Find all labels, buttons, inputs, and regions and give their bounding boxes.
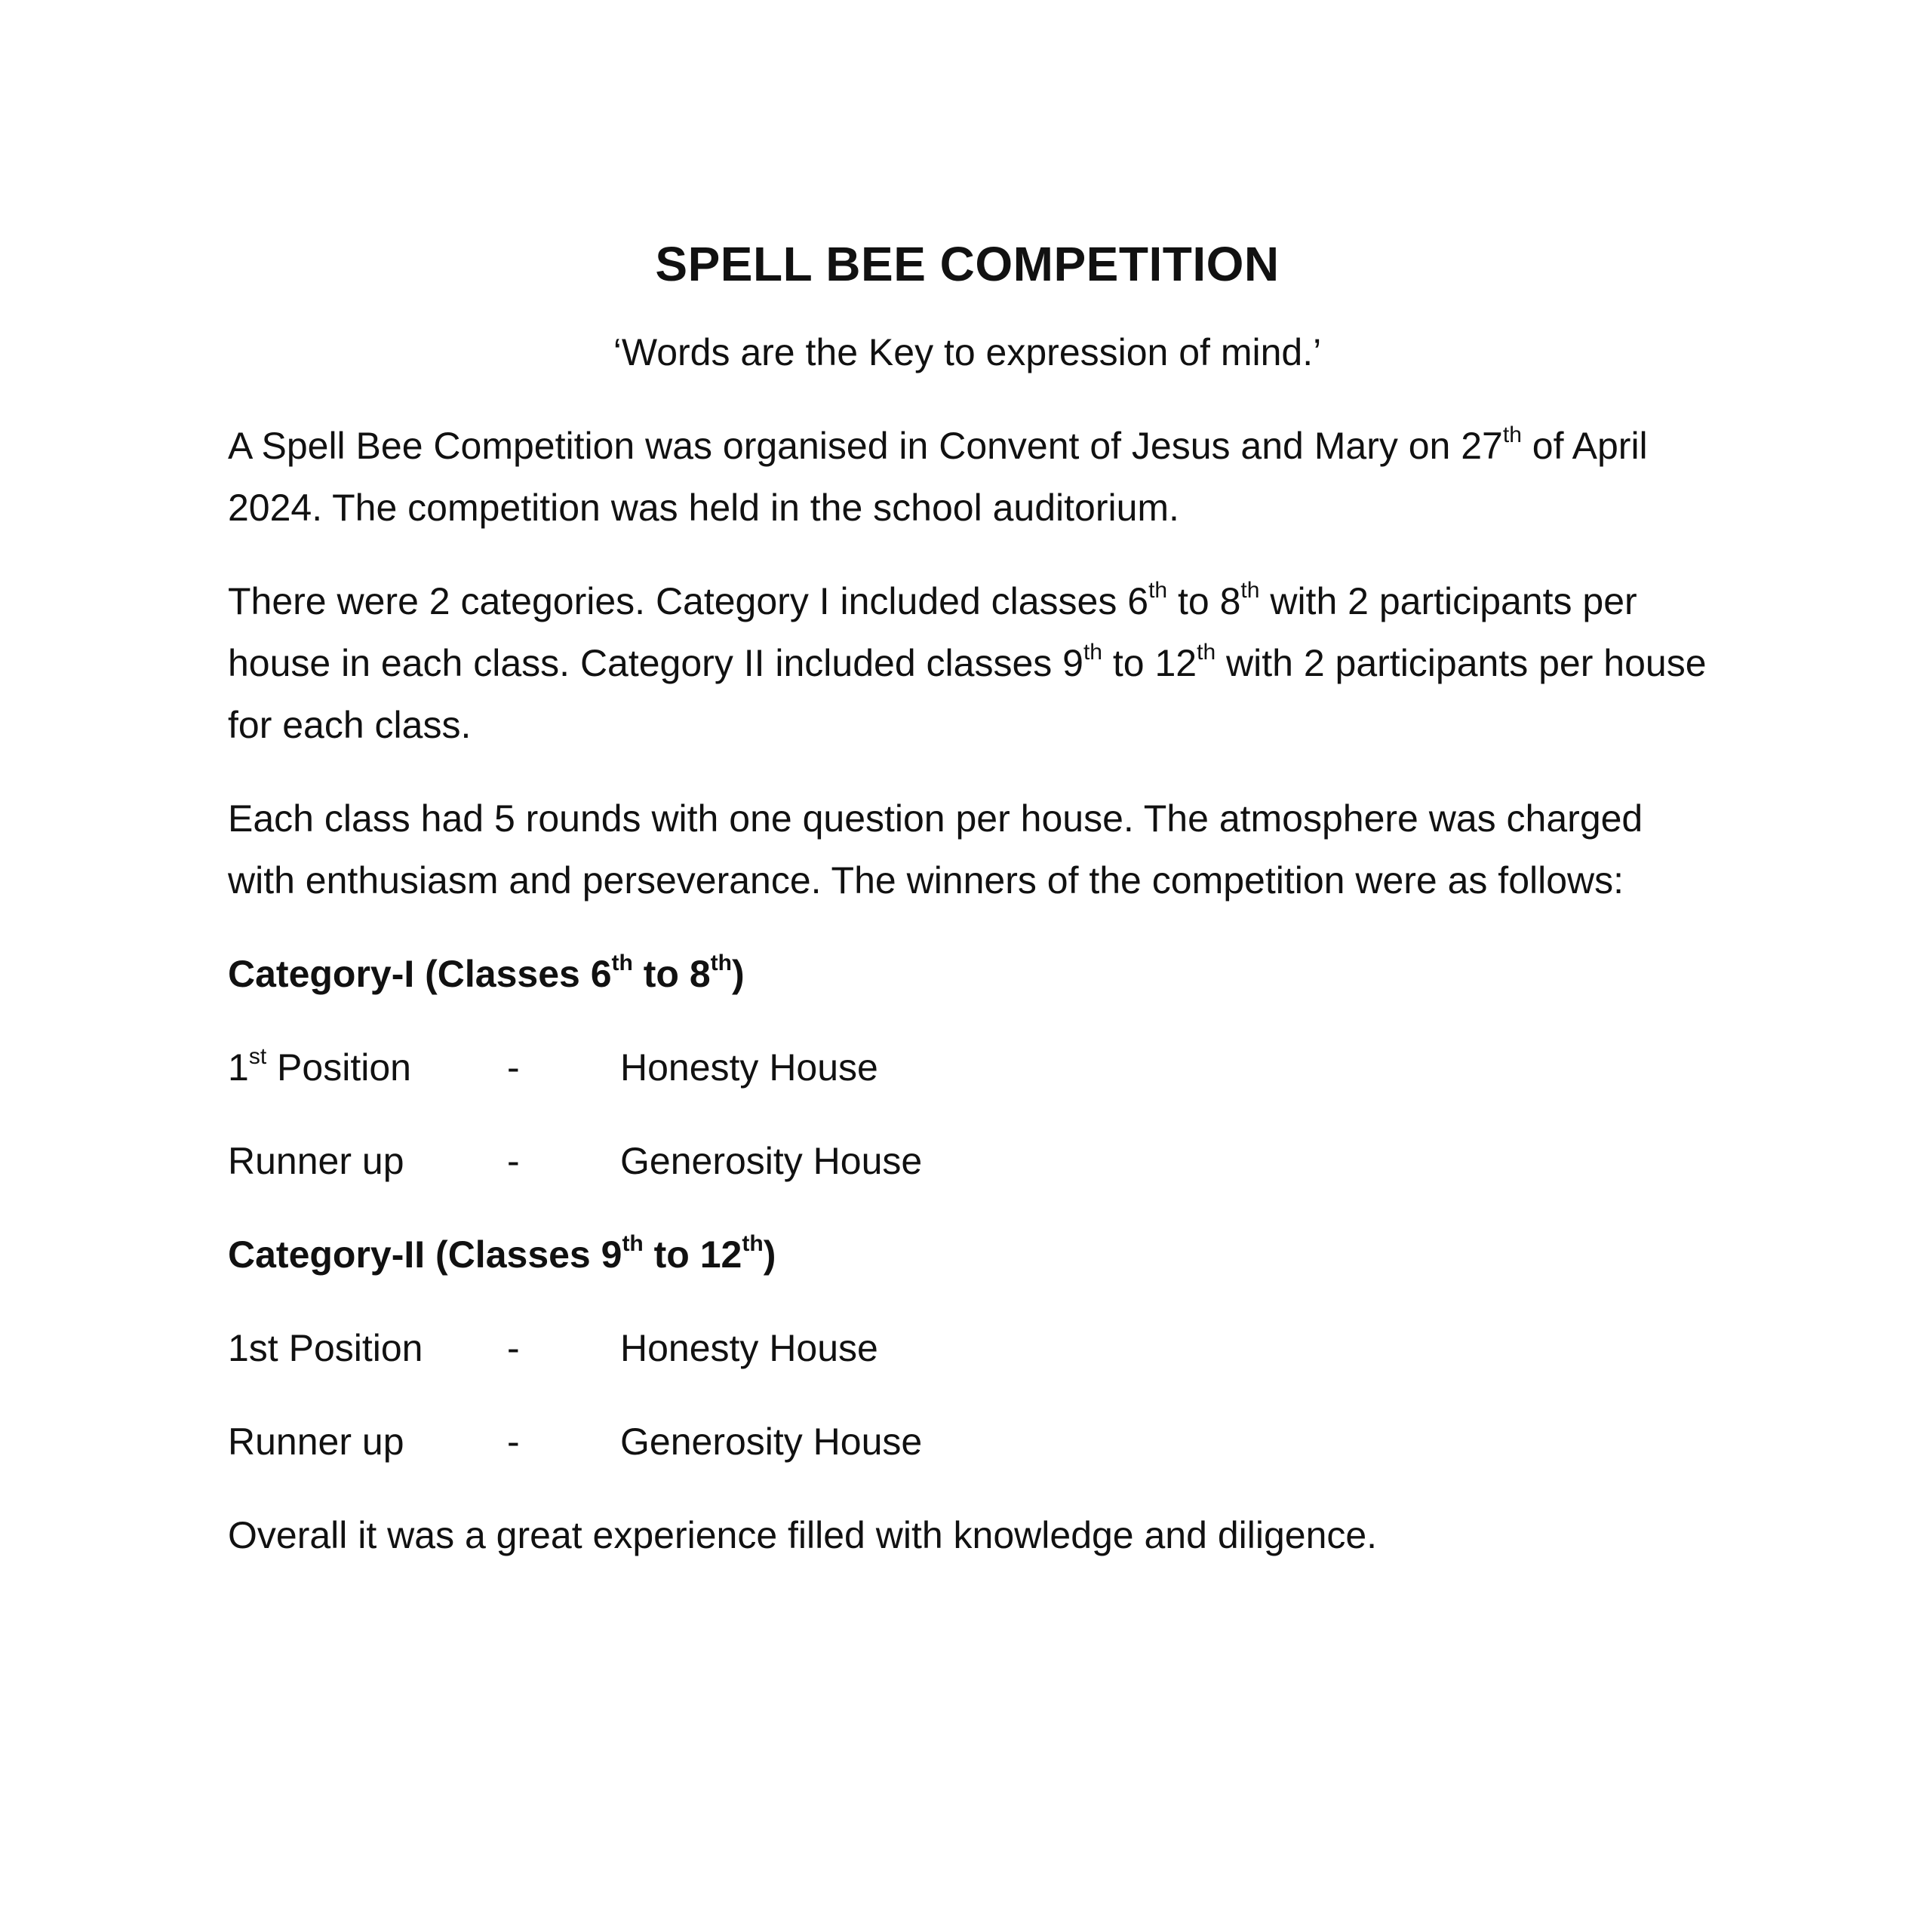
quote: ‘Words are the Key to expression of mind.’	[613, 331, 1322, 373]
categories-sup-4: th	[1197, 640, 1216, 665]
category-2-heading-sup-1: th	[622, 1231, 644, 1256]
categories-paragraph	[228, 570, 1707, 756]
category-2-heading-text-2: to 12	[643, 1233, 742, 1276]
runner-up-house: Generosity House	[620, 1140, 923, 1182]
document-body	[228, 226, 1707, 1598]
category-1-heading-sup-1: th	[611, 951, 633, 975]
categories-text-1: There were 2 categories. Category I included classes 6	[228, 580, 1149, 622]
categories-sup-2: th	[1240, 578, 1260, 603]
intro-superscript: th	[1502, 422, 1522, 447]
categories-sup-3: th	[1083, 640, 1102, 665]
runner-up-house: Generosity House	[620, 1421, 923, 1463]
separator-dash: -	[507, 1327, 520, 1369]
position-text: Position	[266, 1046, 411, 1089]
runner-up-label: Runner up	[228, 1421, 404, 1463]
rounds-paragraph: Each class had 5 rounds with one question per house. The atmosphere was charged with enthusiasm and perseverance. The winners of the competition were as follows:	[228, 797, 1643, 901]
position-number: 1	[228, 1046, 249, 1089]
intro-text-1: A Spell Bee Competition was organised in Convent of Jesus and Mary on 27	[228, 425, 1503, 467]
intro-text-2: of April 2024. The competition was held in the school auditorium.	[228, 425, 1648, 529]
categories-text-2: to 8	[1167, 580, 1241, 622]
categories-text-5: with 2 participants per house for each class.	[228, 642, 1707, 746]
separator-dash: -	[507, 1140, 520, 1182]
category-2-runner-up-row	[228, 1411, 1707, 1473]
category-1-heading-text-3: )	[732, 953, 745, 995]
category-2-heading-text-3: )	[763, 1233, 776, 1276]
category-1-runner-up-row	[228, 1130, 1707, 1192]
separator-dash: -	[507, 1421, 520, 1463]
category-2-heading	[228, 1224, 1707, 1285]
winner-house: Honesty House	[620, 1046, 878, 1089]
page-title: SPELL BEE COMPETITION	[655, 237, 1280, 291]
category-1-first-position-row	[228, 1037, 1707, 1098]
category-2-first-position-row	[228, 1317, 1707, 1379]
closing-paragraph: Overall it was a great experience filled with knowledge and diligence.	[228, 1514, 1378, 1556]
category-1-heading-text-1: Category-I (Classes 6	[228, 953, 612, 995]
winner-house: Honesty House	[620, 1327, 878, 1369]
position-superscript: st	[248, 1044, 267, 1069]
runner-up-label: Runner up	[228, 1140, 404, 1182]
category-1-heading-text-2: to 8	[632, 953, 711, 995]
position-label	[228, 1037, 507, 1098]
categories-sup-1: th	[1148, 578, 1168, 603]
categories-text-4: to 12	[1102, 642, 1197, 684]
category-2-heading-text-1: Category-II (Classes 9	[228, 1233, 622, 1276]
category-2-heading-sup-2: th	[742, 1231, 764, 1256]
categories-text-3: with 2 participants per house in each class. Category II included classes 9	[228, 580, 1637, 684]
position-label: 1st Position	[228, 1327, 423, 1369]
category-1-heading-sup-2: th	[710, 951, 732, 975]
intro-paragraph	[228, 415, 1707, 539]
category-1-heading	[228, 943, 1707, 1005]
separator-dash: -	[507, 1046, 520, 1089]
